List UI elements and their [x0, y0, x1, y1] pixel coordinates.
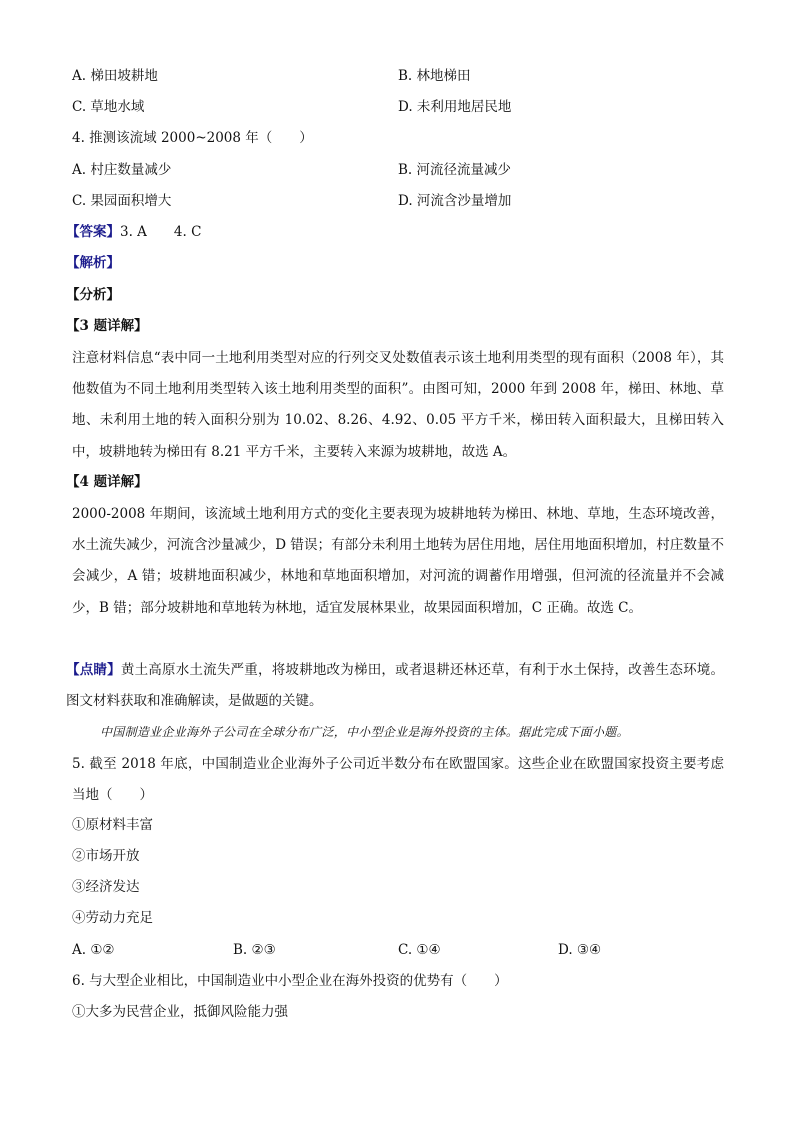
option-c: C. 草地水域: [72, 99, 145, 115]
q5-item-4: ④劳动力充足: [72, 910, 153, 926]
dianjing-text: 黄土高原水土流失严重，将坡耕地改为梯田，或者退耕还林还草，有利于水土保持，改善生态环境。图文材料获取和准确解读，是做题的关键。: [66, 662, 725, 710]
q4-detail-text: 2000-2008 年期间，该流域土地利用方式的变化主要表现为坡耕地转为梯田、林地、草地，生态环境改善，水土流失减少，河流含沙量减少，D 错误；有部分未利用土地转为居住用地，居住用地面积增加，村庄数量不会减少，A 错；坡耕地面积减少，林地和草地面积增加，对河流的调蓄作用增强，但河流的径流量并不会减少，B 错；部分坡耕地和草地转为林地，适宜发展林果业，故果园面积增加，C 正确。故选 C。: [72, 506, 724, 616]
q6-item-1: ①大多为民营企业，抵御风险能力强: [72, 1004, 288, 1020]
option-d: D. 未利用地居民地: [398, 99, 512, 115]
question-6-stem: 6. 与大型企业相比，中国制造业中小型企业在海外投资的优势有（ ）: [72, 973, 508, 989]
q5-option-a: A. ①②: [72, 942, 115, 958]
option-a: A. 梯田坡耕地: [72, 68, 158, 84]
option-b: B. 林地梯田: [398, 68, 471, 84]
fenxi-label: 【分析】: [66, 287, 120, 303]
q5-option-b: B. ②③: [233, 942, 276, 958]
answer-text: 3. A 4. C: [120, 224, 202, 240]
q5-item-2: ②市场开放: [72, 848, 140, 864]
q4-option-d: D. 河流含沙量增加: [398, 193, 512, 209]
q4-option-c: C. 果园面积增大: [72, 193, 172, 209]
q3-detail-label: 【3 题详解】: [66, 318, 148, 334]
q4-option-a: A. 村庄数量减少: [72, 162, 172, 178]
question-5-stem: 5. 截至 2018 年底，中国制造业企业海外子公司近半数分布在欧盟国家。这些企业在欧盟国家投资主要考虑当地（ ）: [72, 756, 724, 804]
question-4-stem: 4. 推测该流域 2000~2008 年（ ）: [72, 130, 313, 146]
answer-line: [66, 222, 201, 242]
analysis-label: 【解析】: [66, 255, 120, 271]
q5-item-1: ①原材料丰富: [72, 817, 153, 833]
q4-option-b: B. 河流径流量减少: [398, 162, 512, 178]
dianjing-label: 【点睛】: [66, 662, 121, 678]
dianjing-block: [66, 655, 724, 717]
material-intro: 中国制造业企业海外子公司在全球分布广泛，中小型企业是海外投资的主体。据此完成下面小题。: [100, 725, 629, 739]
q5-item-3: ③经济发达: [72, 879, 140, 895]
q3-detail-text: 注意材料信息“表中同一土地利用类型对应的行列交叉处数值表示该土地利用类型的现有面积（2008 年），其他数值为不同土地利用类型转入该土地利用类型的面积”。由图可知，2000 年到 2008 年，梯田、林地、草地、未利用土地的转入面积分别为 10.02、8.26、4.92、0.05 平方千米，梯田转入面积最大，且梯田转入中，坡耕地转为梯田有 8.21 平方千米，主要转入来源为坡耕地，故选 A。: [72, 350, 724, 460]
q5-option-c: C. ①④: [398, 942, 441, 958]
q5-option-d: D. ③④: [558, 942, 602, 958]
q4-detail-label: 【4 题详解】: [66, 474, 148, 490]
answer-label: 【答案】: [66, 224, 120, 240]
